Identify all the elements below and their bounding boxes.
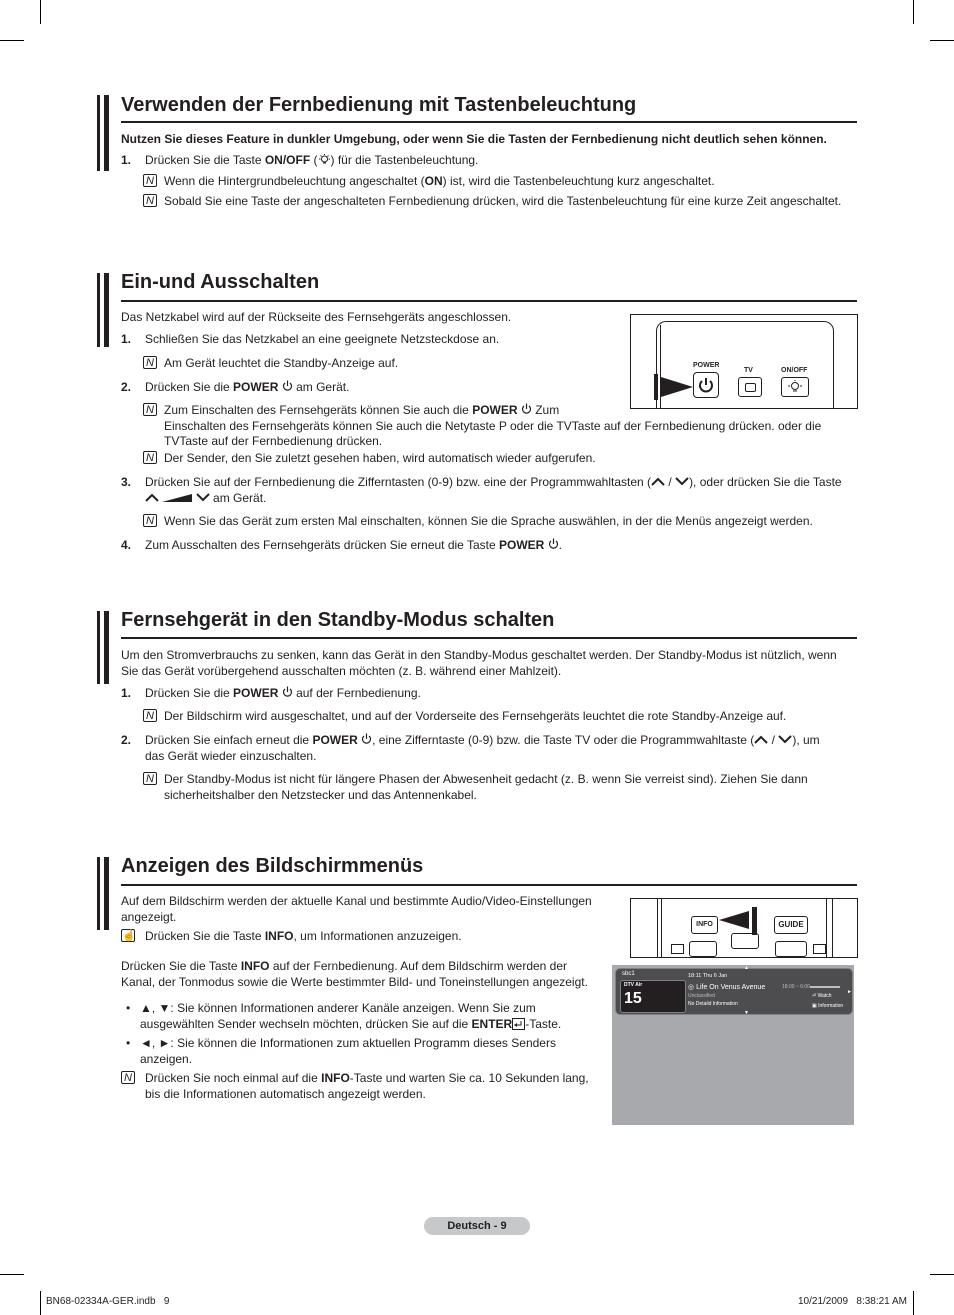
step-text: Drücken Sie auf der Fernbedienung die Zifferntasten (0-9) bzw. eine der Programmwahltasten ( / ), oder drücken Sie die Taste am Gerät.	[145, 475, 842, 505]
section-marker	[104, 95, 109, 171]
section-title: Ein-und Ausschalten	[121, 271, 320, 293]
bullet: •	[126, 1036, 131, 1050]
button-illustration	[731, 933, 759, 949]
osd-detail: No Detaild Information	[688, 1001, 738, 1007]
section-title: Verwenden der Fernbedienung mit Tastenbeleuchtung	[121, 94, 637, 116]
note-icon: N	[143, 356, 157, 369]
button-illustration	[813, 944, 826, 954]
step-text: Drücken Sie einfach erneut die POWER , eine Zifferntaste (0-9) bzw. die Taste TV oder die Programmwahltaste ( / ), um das Gerät wieder einzuschalten.	[145, 733, 820, 763]
section-title: Anzeigen des Bildschirmmenüs	[121, 855, 424, 877]
crop-mark	[930, 1274, 954, 1275]
note-icon: N	[143, 772, 157, 785]
info-icon: ▣	[812, 1003, 817, 1009]
osd-arrow-right-icon: ►	[847, 989, 852, 995]
step-text: Drücken Sie die POWER am Gerät.	[145, 380, 350, 394]
step-text: Drücken Sie die Taste ON/OFF ( ) für die Tastenbeleuchtung.	[145, 153, 479, 167]
intro-text: Um den Stromverbrauchs zu senken, kann das Gerät in den Standby-Modus geschaltet werden. Der Standby-Modus ist nützlich, wenn Sie das Gerät vorübergehend ausschalten möchten (z. B. während einer Mahlzeit).	[121, 648, 837, 678]
intro-text: Auf dem Bildschirm werden der aktuelle Kanal und bestimmte Audio/Video-Einstellungen angezeigt.	[121, 894, 592, 924]
button-illustration	[689, 941, 717, 957]
button-illustration	[775, 941, 807, 957]
chevron-down-icon	[778, 733, 792, 747]
step-number: 1.	[121, 686, 132, 700]
osd-channel-name: sbc1	[622, 971, 635, 977]
osd-progress-bar	[810, 986, 840, 988]
bullet-text: ◄, ►: Sie können die Informationen zum aktuellen Programm dieses Senders anzeigen.	[140, 1036, 556, 1066]
section-marker	[97, 857, 100, 930]
section-marker	[97, 611, 100, 684]
crop-mark	[0, 40, 24, 41]
osd-information: ▣ Information	[812, 1003, 844, 1009]
bullet-text: ▲, ▼: Sie können Informationen anderer Kanäle anzeigen. Wenn Sie zum ausgewählten Sender wechseln möchten, drücken Sie auf die ENTER -Taste.	[140, 1001, 562, 1031]
note-text: Wenn Sie das Gerät zum ersten Mal einschalten, können Sie die Sprache auswählen, in der die Menüs angezeigt werden.	[164, 514, 813, 528]
enter-icon: ⏎	[812, 993, 817, 999]
note-icon: N	[121, 1071, 135, 1084]
crop-mark	[930, 40, 954, 41]
remote-illustration	[630, 898, 858, 958]
step-text: Drücken Sie die POWER auf der Fernbedienung.	[145, 686, 421, 700]
body-text: Drücken Sie die Taste INFO auf der Fernbedienung. Auf dem Bildschirm werden der Kanal, der Tonmodus sowie die Werte bestimmter Bild- und Toneinstellungen angezeigt.	[121, 959, 588, 989]
power-icon	[521, 403, 532, 417]
remote-edge	[826, 899, 827, 957]
note-text: Der Standby-Modus ist nicht für längere Phasen der Abwesenheit gedacht (z. B. wenn Sie verreist sind). Ziehen Sie dann sicherheitshalber den Netzstecker und das Antennenkabel.	[164, 772, 808, 802]
remote-illustration	[630, 314, 858, 409]
light-bulb-icon	[318, 153, 331, 167]
section-title: Fernsehgerät in den Standby-Modus schalten	[121, 609, 555, 631]
step-number: 4.	[121, 538, 132, 552]
power-icon	[282, 380, 293, 394]
osd-watch: ⏎ Watch	[812, 993, 832, 999]
osd-source: DTV Air	[624, 982, 643, 988]
tv-screen-illustration	[612, 965, 854, 1125]
step-text: Schließen Sie das Netzkabel an eine geeignete Netzsteckdose an.	[145, 332, 500, 346]
section-marker	[104, 611, 109, 684]
step-number: 1.	[121, 332, 132, 346]
channel-wedge-icon	[162, 491, 192, 505]
crop-mark	[0, 1274, 24, 1275]
crop-mark	[913, 1291, 914, 1315]
step-number: 1.	[121, 153, 132, 167]
osd-arrow-up-icon: ▲	[744, 965, 749, 971]
osd-time-range: 18:00 ~ 6:00	[782, 984, 810, 990]
section-rule	[121, 121, 857, 123]
note-icon: N	[143, 194, 157, 207]
osd-info-banner	[615, 965, 853, 1016]
section-rule	[121, 637, 857, 639]
section-rule	[121, 884, 857, 886]
remote-power-label: POWER	[693, 362, 720, 369]
file-name: BN68-02334A-GER.indb 9	[46, 1296, 170, 1307]
power-icon	[282, 686, 293, 700]
info-button-illustration: INFO	[691, 916, 718, 934]
chevron-down-icon	[675, 475, 689, 489]
note-text: Am Gerät leuchtet die Standby-Anzeige auf.	[164, 356, 399, 370]
intro-text: Nutzen Sie dieses Feature in dunkler Umgebung, oder wenn Sie die Tasten der Fernbedienung nicht deutlich sehen können.	[121, 132, 827, 146]
osd-channel-number: 15	[624, 990, 642, 1007]
pointer-arrow	[653, 373, 697, 406]
osd-arrow-down-icon: ▼	[744, 1010, 749, 1016]
step-number: 2.	[121, 733, 132, 747]
note-text: Sobald Sie eine Taste der angeschalteten Fernbedienung drücken, wird die Tastenbeleuchtung für eine kurze Zeit angeschaltet.	[164, 194, 842, 208]
intro-text: Das Netzkabel wird auf der Rückseite des Fernsehgeräts angeschlossen.	[121, 310, 512, 324]
step-text: Zum Ausschalten des Fernsehgeräts drücken Sie erneut die Taste POWER .	[145, 538, 563, 552]
note-text: Der Sender, den Sie zuletzt gesehen haben, wird automatisch wieder aufgerufen.	[164, 451, 596, 465]
note-text: Drücken Sie noch einmal auf die INFO-Taste und warten Sie ca. 10 Sekunden lang, bis die Informationen automatisch angezeigt werden.	[145, 1071, 589, 1101]
note-icon: N	[143, 403, 157, 416]
osd-program: ◎ Life On Venus Avenue	[688, 984, 766, 991]
tip-icon: ☝	[122, 930, 136, 942]
chevron-down-icon	[196, 491, 210, 505]
crop-mark	[40, 1291, 41, 1315]
osd-channel-box	[620, 980, 686, 1013]
osd-classification: Unclassified	[688, 993, 715, 999]
section-marker	[104, 273, 109, 347]
page-number: Deutsch - 9	[424, 1217, 530, 1235]
remote-onoff-label: ON/OFF	[781, 367, 808, 374]
chevron-up-icon	[145, 491, 159, 505]
power-icon	[548, 538, 559, 552]
button-illustration	[671, 944, 684, 954]
note-text: Zum Einschalten des Fernsehgeräts können Sie auch die POWER Zum Einschalten des Fernsehgeräts können Sie auch die Netytaste P oder die TVTaste auf der Fernbedienung drücken. oder die TVTaste auf der Fernbedienung drücken.	[164, 403, 822, 448]
note-text: Der Bildschirm wird ausgeschaltet, und auf der Vorderseite des Fernsehgeräts leuchtet die rote Standby-Anzeige auf.	[164, 709, 787, 723]
section-rule	[121, 300, 857, 302]
section-marker	[104, 857, 109, 930]
guide-button-illustration: GUIDE	[774, 916, 808, 934]
remote-tv-label: TV	[744, 367, 753, 374]
enter-icon	[512, 1017, 525, 1031]
note-icon: N	[143, 709, 157, 722]
note-text: Wenn die Hintergrundbeleuchtung angeschaltet (ON) ist, wird die Tastenbeleuchtung kurz angeschaltet.	[164, 174, 715, 188]
note-icon: N	[143, 451, 157, 464]
timestamp: 10/21/2009 8:38:21 AM	[798, 1296, 907, 1307]
step-number: 2.	[121, 380, 132, 394]
crop-mark	[40, 0, 41, 24]
section-marker	[97, 95, 100, 171]
step-number: 3.	[121, 475, 132, 489]
note-icon: N	[143, 514, 157, 527]
tip-text: Drücken Sie die Taste INFO, um Informationen anzuzeigen.	[145, 929, 462, 943]
osd-datetime: 18:11 Thu 6 Jan	[688, 973, 728, 979]
bullet: •	[126, 1001, 131, 1015]
chevron-up-icon	[754, 733, 768, 747]
chevron-up-icon	[651, 475, 665, 489]
crop-mark	[913, 0, 914, 24]
note-icon: N	[143, 174, 157, 187]
power-icon	[361, 733, 372, 747]
tv-button-illustration	[738, 377, 762, 397]
remote-edge	[661, 899, 662, 957]
section-marker	[97, 273, 100, 347]
onoff-button-illustration	[781, 377, 809, 397]
